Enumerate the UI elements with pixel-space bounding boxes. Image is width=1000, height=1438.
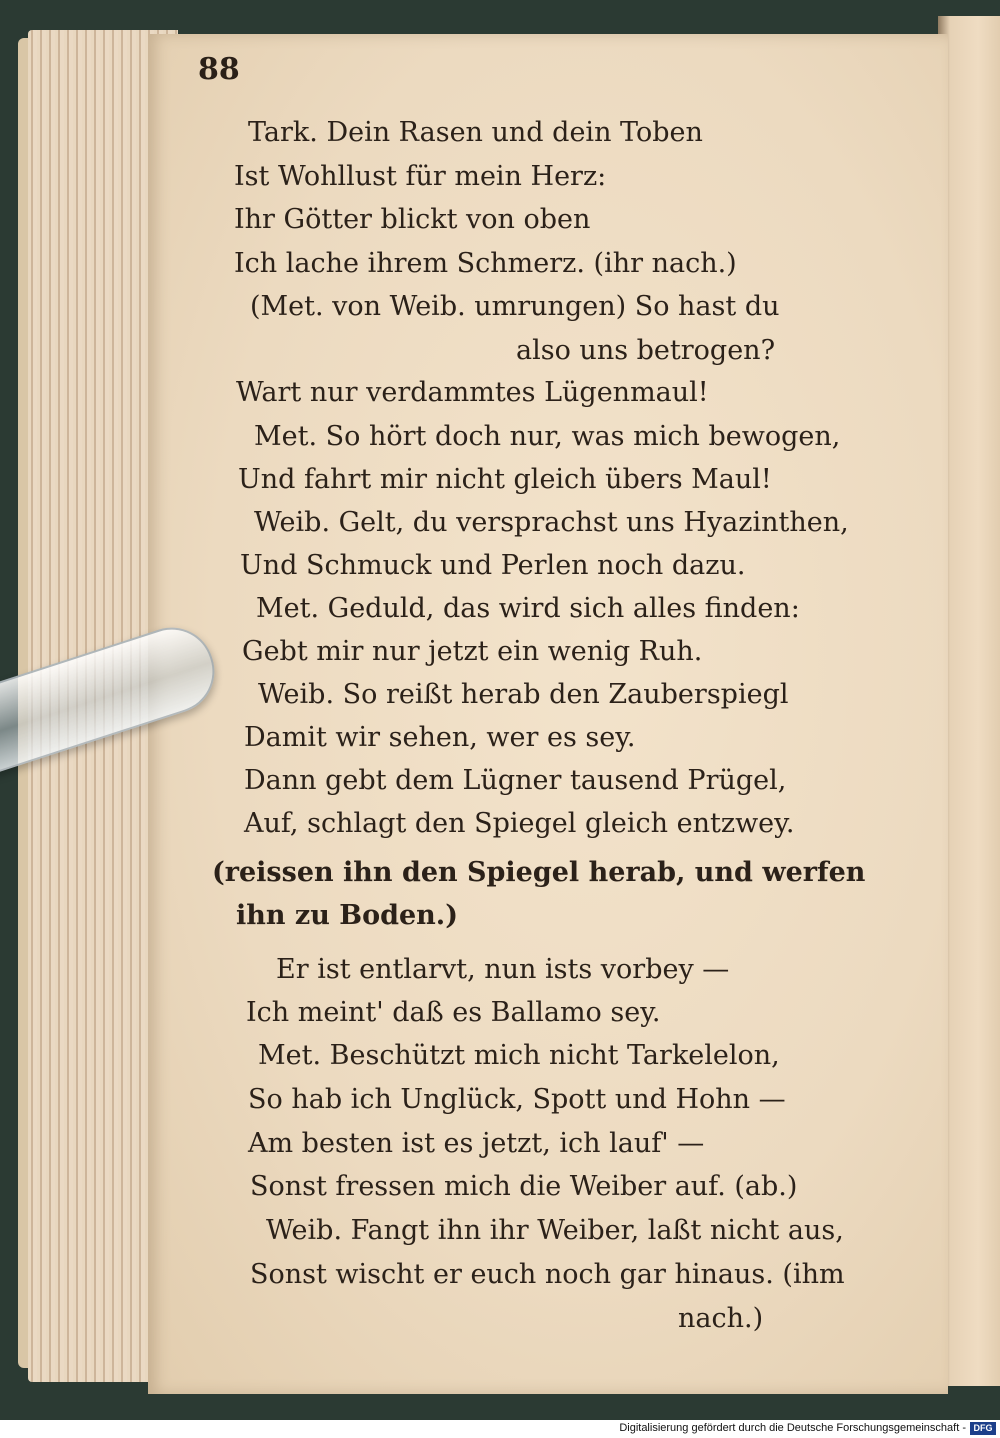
text-line: Weib. Fangt ihn ihr Weiber, laßt nicht aus, xyxy=(266,1215,844,1246)
text-line: Und Schmuck und Perlen noch dazu. xyxy=(240,550,746,581)
text-line: Met. Geduld, das wird sich alles finden: xyxy=(256,593,800,624)
text-line: also uns betrogen? xyxy=(516,335,776,366)
text-line: Sonst fressen mich die Weiber auf. (ab.) xyxy=(250,1171,798,1202)
text-line: Sonst wischt er euch noch gar hinaus. (ihm xyxy=(250,1259,845,1290)
text-line: Ihr Götter blickt von oben xyxy=(234,204,591,235)
text-line: Ist Wohllust für mein Herz: xyxy=(234,161,607,192)
text-line: Gebt mir nur jetzt ein wenig Ruh. xyxy=(242,636,703,667)
text-line: Weib. So reißt herab den Zauberspiegl xyxy=(258,679,789,710)
footer-credit: Digitalisierung gefördert durch die Deutsche Forschungsgemeinschaft - xyxy=(619,1422,966,1434)
text-line: So hab ich Unglück, Spott und Hohn — xyxy=(248,1084,786,1115)
text-line: Und fahrt mir nicht gleich übers Maul! xyxy=(238,464,772,495)
dfg-logo-icon: DFG xyxy=(970,1422,996,1435)
book-page xyxy=(148,34,948,1394)
text-line: Dann gebt dem Lügner tausend Prügel, xyxy=(244,765,787,796)
text-line: Met. So hört doch nur, was mich bewogen, xyxy=(254,421,841,452)
stage-direction: (reissen ihn den Spiegel herab, und werfen xyxy=(212,857,866,888)
text-line: (Met. von Weib. umrungen) So hast du xyxy=(250,291,780,322)
text-line: Weib. Gelt, du versprachst uns Hyazinthen, xyxy=(254,507,849,538)
text-line: Am besten ist es jetzt, ich lauf' — xyxy=(248,1128,705,1159)
footer-bar xyxy=(0,1420,1000,1438)
text-line: nach.) xyxy=(678,1303,764,1334)
text-line: Damit wir sehen, wer es sey. xyxy=(244,722,636,753)
text-line: Ich meint' daß es Ballamo sey. xyxy=(246,997,661,1028)
text-line: Met. Beschützt mich nicht Tarkelelon, xyxy=(258,1040,780,1071)
page-number: 88 xyxy=(198,52,240,87)
text-line: Wart nur verdammtes Lügenmaul! xyxy=(236,377,709,408)
text-line: Auf, schlagt den Spiegel gleich entzwey. xyxy=(244,808,795,839)
text-line: Tark. Dein Rasen und dein Toben xyxy=(248,117,703,148)
text-line: Ich lache ihrem Schmerz. (ihr nach.) xyxy=(234,248,737,279)
stage-direction: ihn zu Boden.) xyxy=(236,900,458,931)
page-text xyxy=(148,34,948,1394)
text-line: Er ist entlarvt, nun ists vorbey — xyxy=(276,954,730,985)
